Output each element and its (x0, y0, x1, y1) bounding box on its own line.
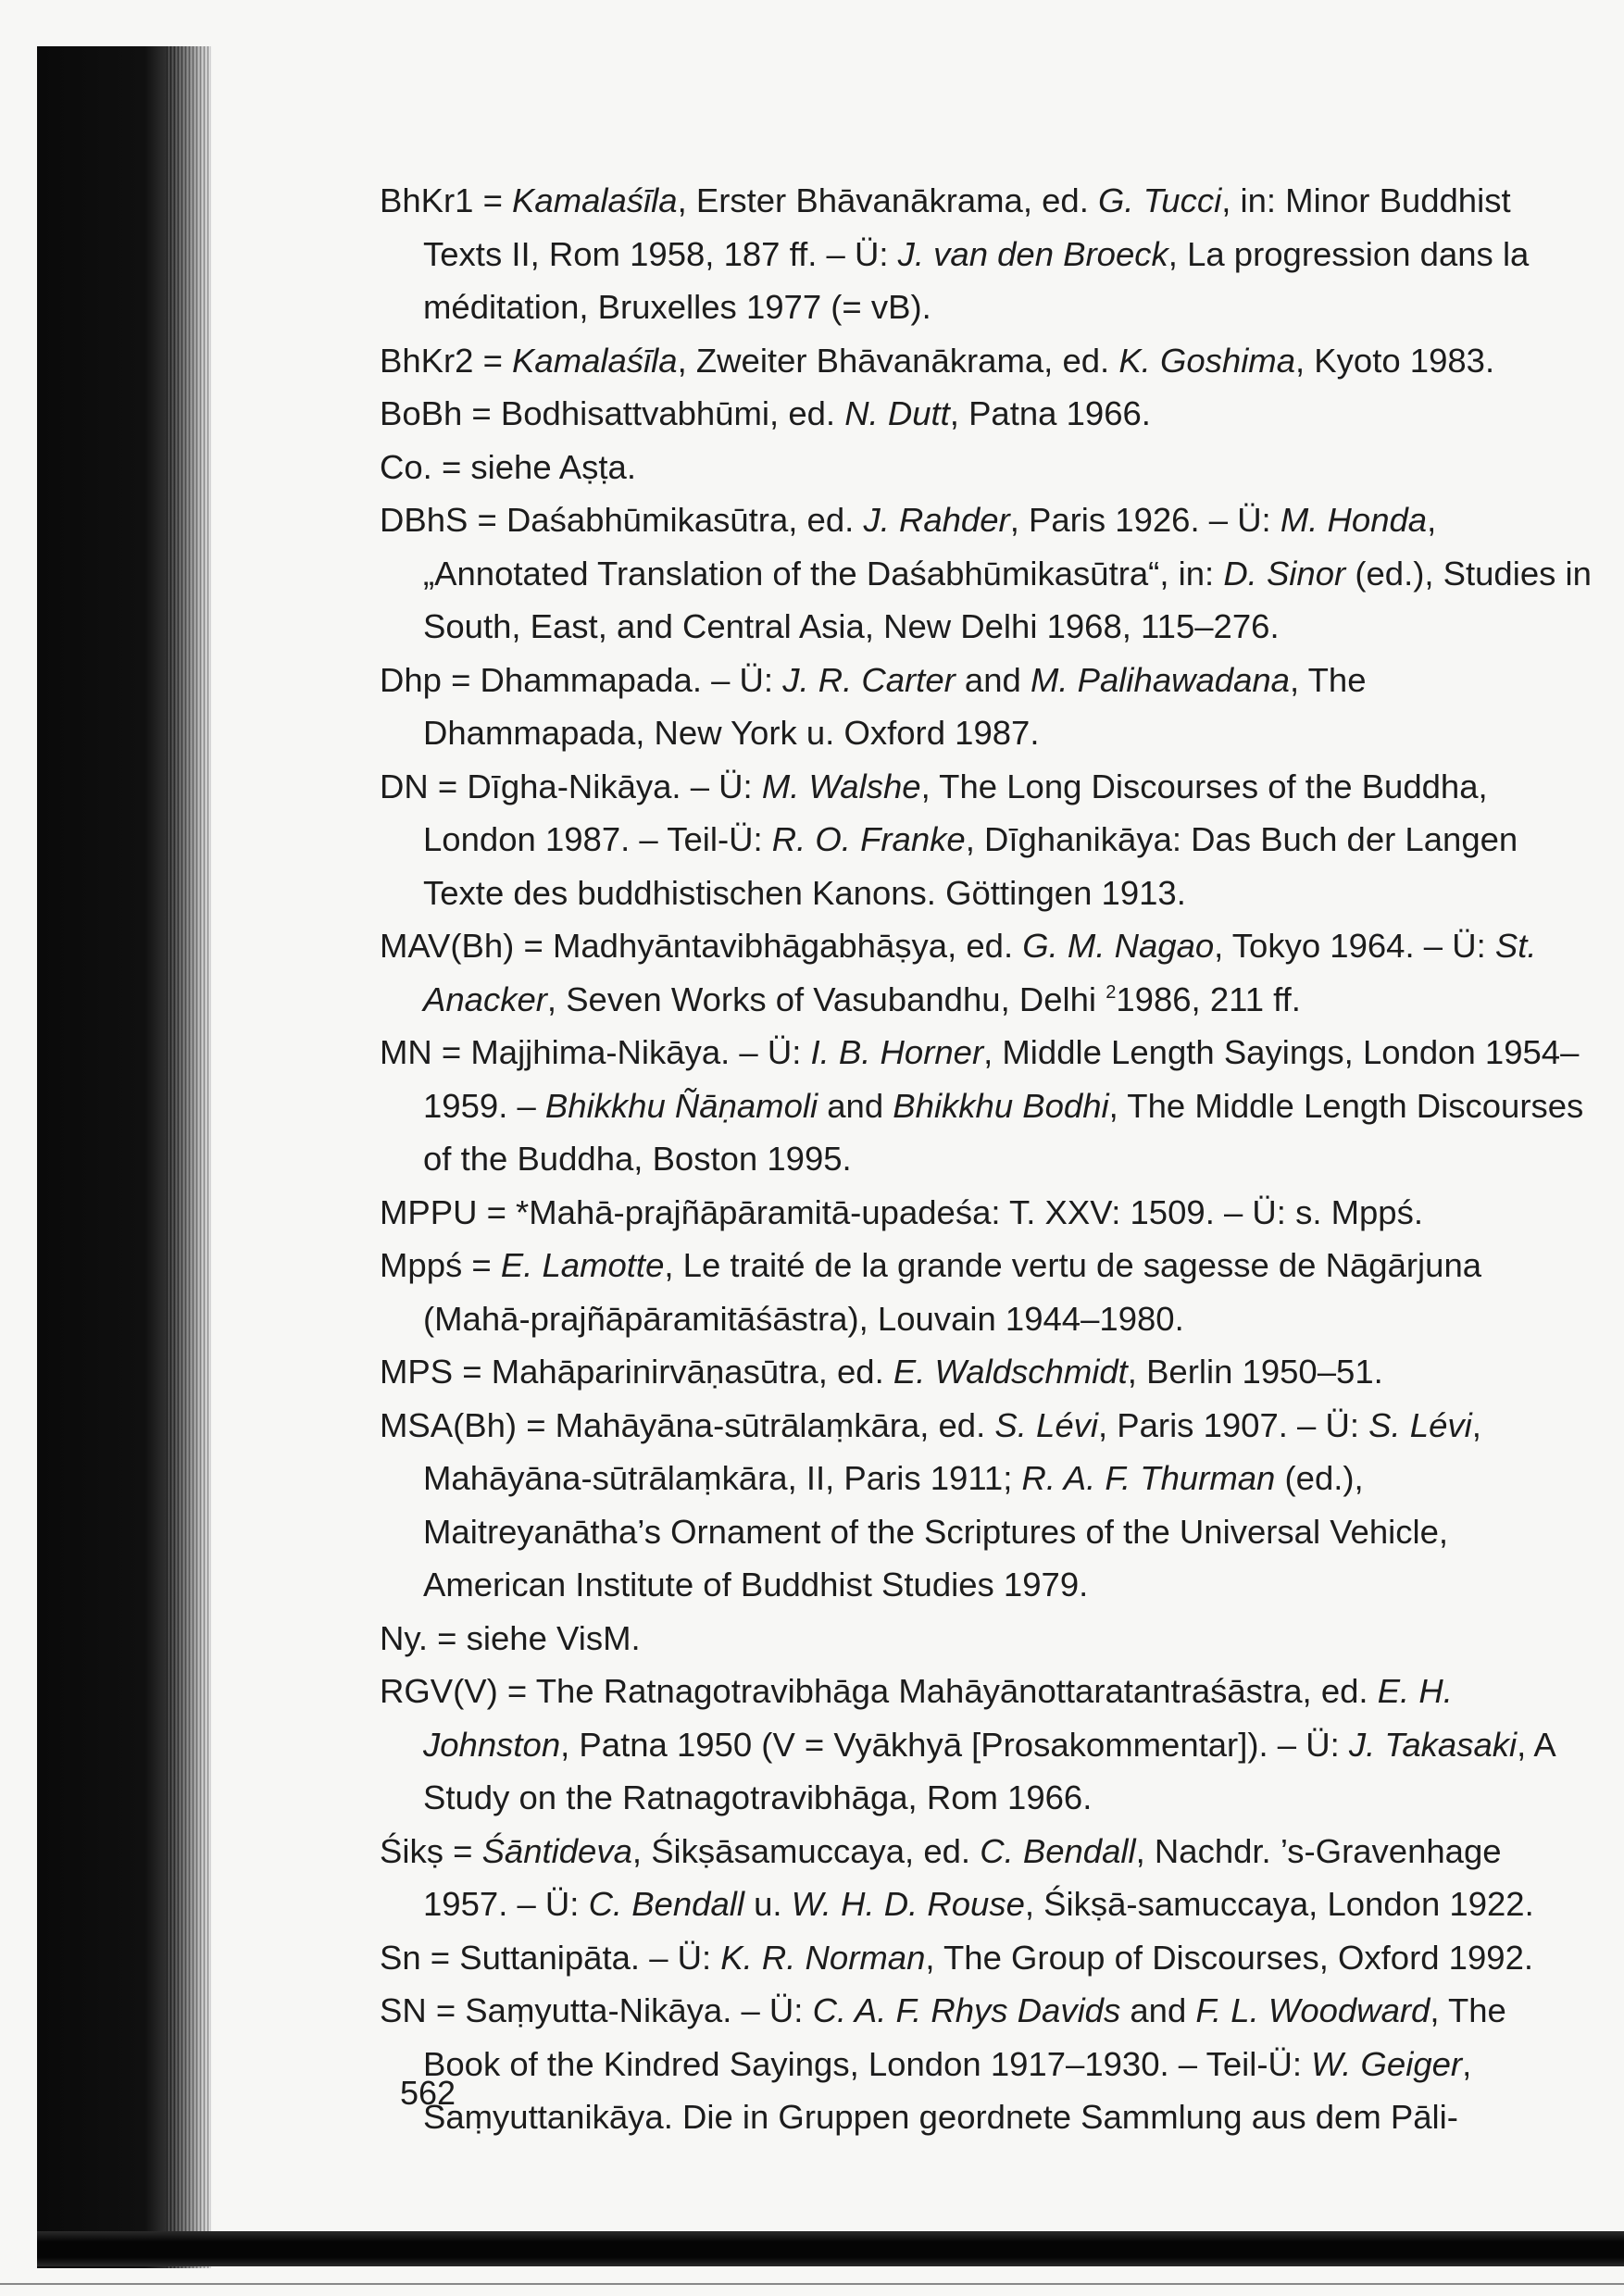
entry-text: Śikṣ = (380, 1831, 482, 1870)
entry-text: Dhp = Dhammapada. – Ü: (380, 660, 783, 699)
entry-text: , Berlin 1950–51. (1127, 1353, 1383, 1391)
author-name: E. H. Johnston (423, 1672, 1453, 1764)
author-name: K. R. Norman (720, 1938, 926, 1977)
bibliography-entry (380, 1612, 1593, 1666)
author-name: Bhikkhu Bodhi (893, 1086, 1109, 1125)
bibliography-entry (380, 919, 1593, 1026)
entry-text: , The Dhammapada, New York u. Oxford 1987. (423, 660, 1367, 752)
entry-text: , „Annotated Translation of the Daśabhūmikasūtra“, in: (423, 501, 1437, 593)
bibliography-entry (380, 1239, 1593, 1345)
author-name: R. O. Franke (771, 820, 966, 858)
entry-text: MSA(Bh) = Mahāyāna-sūtrālaṃkāra, ed. (380, 1405, 995, 1444)
author-name: Kamalaśīla (512, 181, 678, 219)
entry-text: BhKr2 = (380, 341, 513, 380)
bibliography-entry (380, 1665, 1593, 1825)
scan-border-line (0, 2283, 1624, 2285)
author-name: S. Lévi (994, 1405, 1098, 1444)
entry-text: , Saṃyuttanikāya. Die in Gruppen geordnete Sammlung aus dem Pāli- (423, 2044, 1472, 2136)
book-gutter-shadow (37, 46, 211, 2268)
author-name: J. Rahder (863, 501, 1010, 539)
author-name: G. Tucci (1098, 181, 1222, 219)
entry-text: Ny. = siehe VisM. (380, 1618, 641, 1657)
bibliography-entry (380, 1186, 1593, 1240)
entry-text: , in: Minor Buddhist Texts II, Rom 1958, 187 ff. – Ü: (423, 181, 1511, 273)
entry-text: , Erster Bhāvanākrama, ed. (677, 181, 1099, 219)
entry-text: , Middle Length Sayings, London 1954–1959. – (423, 1033, 1580, 1125)
entry-text: MPS = Mahāparinirvāṇasūtra, ed. (380, 1353, 893, 1391)
page-bottom-edge (37, 2231, 1624, 2266)
bibliography-entry (380, 334, 1593, 388)
author-name: W. Geiger (1311, 2044, 1463, 2083)
entry-text: , Kyoto 1983. (1295, 341, 1495, 380)
author-name: M. Palihawadana (1030, 660, 1290, 699)
entry-text: MPPU = *Mahā-prajñāpāramitā-upadeśa: T. XXV: 1509. – Ü: s. Mppś. (380, 1192, 1423, 1231)
entry-text: Co. = siehe Aṣṭa. (380, 447, 636, 486)
entry-text: (ed.), Maitreyanātha’s Ornament of the Scriptures of the Universal Vehicle, American Institute of Buddhist Studies 1979. (423, 1459, 1449, 1603)
author-name: St. Anacker (423, 927, 1537, 1018)
entry-text: MAV(Bh) = Madhyāntavibhāgabhāṣya, ed. (380, 927, 1023, 965)
author-name: F. L. Woodward (1195, 1991, 1430, 2029)
entry-text: , Paris 1926. – Ü: (1009, 501, 1280, 539)
entry-text: , Patna 1966. (949, 394, 1151, 432)
author-name: N. Dutt (844, 394, 950, 432)
entry-text: , The Long Discourses of the Buddha, London 1987. – Teil-Ü: (423, 767, 1488, 858)
entry-text: , Nachdr. ’s-Gravenhage 1957. – Ü: (423, 1831, 1502, 1923)
entry-text: , Zweiter Bhāvanākrama, ed. (677, 341, 1119, 380)
author-name: G. M. Nagao (1022, 927, 1215, 965)
author-name: D. Sinor (1223, 554, 1346, 593)
entry-text: , Tokyo 1964. – Ü: (1214, 927, 1495, 965)
entry-text: and (955, 660, 1031, 699)
author-name: Śāntideva (481, 1831, 632, 1870)
bibliography-entry (380, 1984, 1593, 2144)
entry-text: BhKr1 = (380, 181, 513, 219)
bibliography-entry (380, 387, 1593, 441)
entry-text: RGV(V) = The Ratnagotravibhāga Mahāyānottaratantraśāstra, ed. (380, 1672, 1378, 1710)
author-name: C. A. F. Rhys Davids (812, 1991, 1121, 2029)
author-name: E. Lamotte (500, 1246, 665, 1284)
entry-text: , Dīghanikāya: Das Buch der Langen Texte des buddhistischen Kanons. Göttingen 1913. (423, 820, 1518, 912)
author-name: M. Walshe (761, 767, 921, 805)
entry-text: , The Middle Length Discourses of the Buddha, Boston 1995. (423, 1086, 1584, 1178)
bibliography-entry (380, 1399, 1593, 1612)
entry-text: Sn = Suttanipāta. – Ü: (380, 1938, 721, 1977)
entry-text: and (1120, 1991, 1196, 2029)
entry-text: MN = Majjhima-Nikāya. – Ü: (380, 1033, 811, 1071)
edition-superscript: 2 (1106, 981, 1117, 1003)
author-name: J. Takasaki (1348, 1725, 1518, 1764)
author-name: C. Bendall (980, 1831, 1136, 1870)
entry-text: , La progression dans la méditation, Bruxelles 1977 (= vB). (423, 234, 1530, 326)
author-name: E. Waldschmidt (893, 1353, 1128, 1391)
entry-text: , The Group of Discourses, Oxford 1992. (925, 1938, 1534, 1977)
bibliography-entry (380, 1931, 1593, 1985)
bibliography-list (380, 174, 1593, 2144)
author-name: J. R. Carter (782, 660, 956, 699)
entry-text: , Paris 1907. – Ü: (1097, 1405, 1369, 1444)
bibliography-entry (380, 174, 1593, 334)
bibliography-entry (380, 1825, 1593, 1931)
entry-text: , A Study on the Ratnagotravibhāga, Rom 1966. (423, 1725, 1555, 1816)
page-number: 562 (400, 2074, 456, 2112)
bibliography-entry (380, 1026, 1593, 1186)
author-name: C. Bendall (588, 1885, 744, 1923)
author-name: M. Honda (1280, 501, 1428, 539)
bibliography-entry (380, 654, 1593, 760)
bibliography-entry (380, 760, 1593, 920)
entry-text: , Śikṣāsamuccaya, ed. (631, 1831, 981, 1870)
bibliography-entry (380, 1345, 1593, 1399)
entry-text: , The Book of the Kindred Sayings, London 1917–1930. – Teil-Ü: (423, 1991, 1506, 2083)
bibliography-entry (380, 441, 1593, 494)
entry-text: u. (743, 1885, 792, 1923)
entry-text: , Mahāyāna-sūtrālaṃkāra, II, Paris 1911; (423, 1405, 1481, 1497)
author-name: J. van den Broeck (897, 234, 1168, 273)
author-name: Kamalaśīla (512, 341, 678, 380)
entry-text: (ed.), Studies in South, East, and Central Asia, New Delhi 1968, 115–276. (423, 554, 1592, 645)
author-name: W. H. D. Rouse (791, 1885, 1025, 1923)
bibliography-entry (380, 493, 1593, 654)
entry-text: , Le traité de la grande vertu de sagesse de Nāgārjuna (Mahā-prajñāpāramitāśāstra), Louvain 1944–1980. (423, 1246, 1482, 1338)
entry-text: 1986, 211 ff. (1116, 980, 1301, 1018)
author-name: Bhikkhu Ñāṇamoli (544, 1086, 818, 1125)
author-name: R. A. F. Thurman (1021, 1459, 1276, 1497)
entry-text: SN = Saṃyutta-Nikāya. – Ü: (380, 1991, 813, 2029)
entry-text: DBhS = Daśabhūmikasūtra, ed. (380, 501, 864, 539)
entry-text: BoBh = Bodhisattvabhūmi, ed. (380, 394, 845, 432)
entry-text: , Seven Works of Vasubandhu, Delhi (546, 980, 1106, 1018)
author-name: K. Goshima (1118, 341, 1296, 380)
entry-text: and (818, 1086, 893, 1125)
author-name: I. B. Horner (810, 1033, 984, 1071)
entry-text: , Śikṣā-samuccaya, London 1922. (1024, 1885, 1534, 1923)
entry-text: DN = Dīgha-Nikāya. – Ü: (380, 767, 762, 805)
entry-text: , Patna 1950 (V = Vyākhyā [Prosakommentar]). – Ü: (560, 1725, 1349, 1764)
entry-text: Mppś = (380, 1246, 501, 1284)
author-name: S. Lévi (1368, 1405, 1472, 1444)
